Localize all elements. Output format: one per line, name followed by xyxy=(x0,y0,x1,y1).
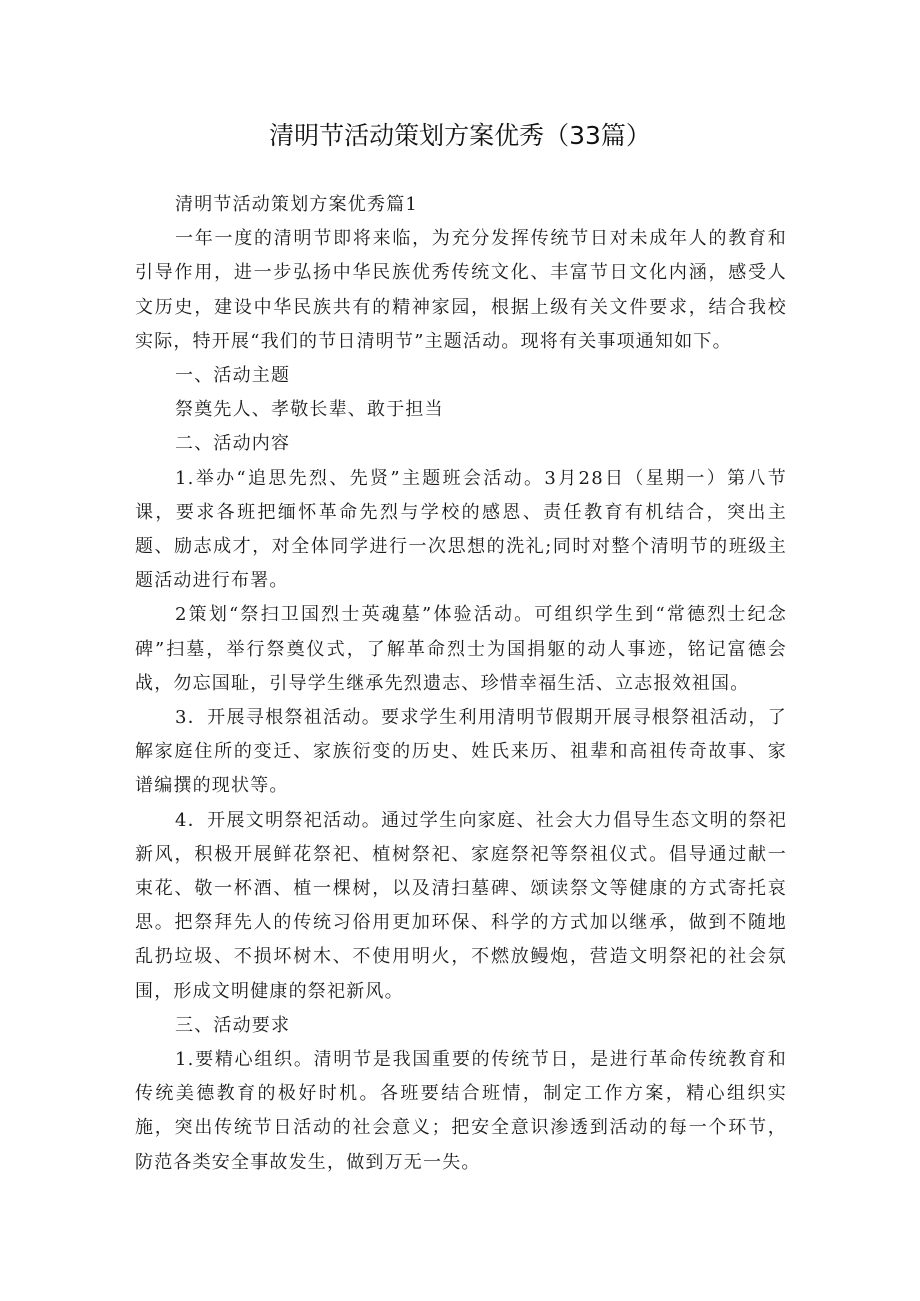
section-heading-requirements: 三、活动要求 xyxy=(175,1014,291,1036)
section-heading-content: 二、活动内容 xyxy=(175,433,291,455)
content-item-3: 3．开展寻根祭祖活动。要求学生利用清明节假期开展寻根祭祖活动，了解家庭住所的变迁、家族衍变的历史、姓氏来历、祖辈和高祖传奇故事、家谱编撰的现状等。 xyxy=(135,707,787,797)
section-heading-theme: 一、活动主题 xyxy=(175,365,291,387)
content-item-1: 1.举办“追思先烈、先贤”主题班会活动。3月28日（星期一）第八节课，要求各班把缅怀革命先烈与学校的感恩、责任教育有机结合，突出主题、励志成才，对全体同学进行一次思想的洗礼;同时对整个清明节的班级主题活动进行布署。 xyxy=(135,467,787,592)
section-subtitle: 清明节活动策划方案优秀篇1 xyxy=(175,194,419,215)
intro-paragraph: 一年一度的清明节即将来临，为充分发挥传统节日对未成年人的教育和引导作用，进一步弘扬中华民族优秀传统文化、丰富节日文化内涵，感受人文历史，建设中华民族共有的精神家园，根据上级有关文件要求，结合我校实际，特开展“我们的节日清明节”主题活动。现将有关事项通知如下。 xyxy=(135,228,787,352)
content-item-4: 4．开展文明祭祀活动。通过学生向家庭、社会大力倡导生态文明的祭祀新风，积极开展鲜花祭祀、植树祭祀、家庭祭祀等祭祖仪式。倡导通过献一束花、敬一杯酒、植一棵树，以及清扫墓碑、颂读祭文等健康的方式寄托哀思。把祭拜先人的传统习俗用更加环保、科学的方式加以继承，做到不随地乱扔垃圾、不损坏树木、不使用明火，不燃放鳗炮，营造文明祭祀的社会氛围，形成文明健康的祭祀新风。 xyxy=(135,809,787,1002)
theme-paragraph: 祭奠先人、孝敬长辈、敢于担当 xyxy=(175,399,444,421)
content-item-2: 2策划“祭扫卫国烈士英魂墓”体验活动。可组织学生到“常德烈士纪念碑”扫墓，举行祭奠仪式，了解革命烈士为国捐躯的动人事迹，铭记富德会战，勿忘国耻，引导学生继承先烈遗志、珍惜幸福生活、立志报效祖国。 xyxy=(135,604,787,694)
document-body xyxy=(135,188,787,1180)
requirement-item-1: 1.要精心组织。清明节是我国重要的传统节日，是进行革命传统教育和传统美德教育的极好时机。各班要结合班情，制定工作方案，精心组织实施，突出传统节日活动的社会意义；把安全意识渗透到活动的每一个环节，防范各类安全事故发生，做到万无一失。 xyxy=(135,1049,787,1173)
document-title: 清明节活动策划方案优秀（33篇） xyxy=(269,121,651,150)
